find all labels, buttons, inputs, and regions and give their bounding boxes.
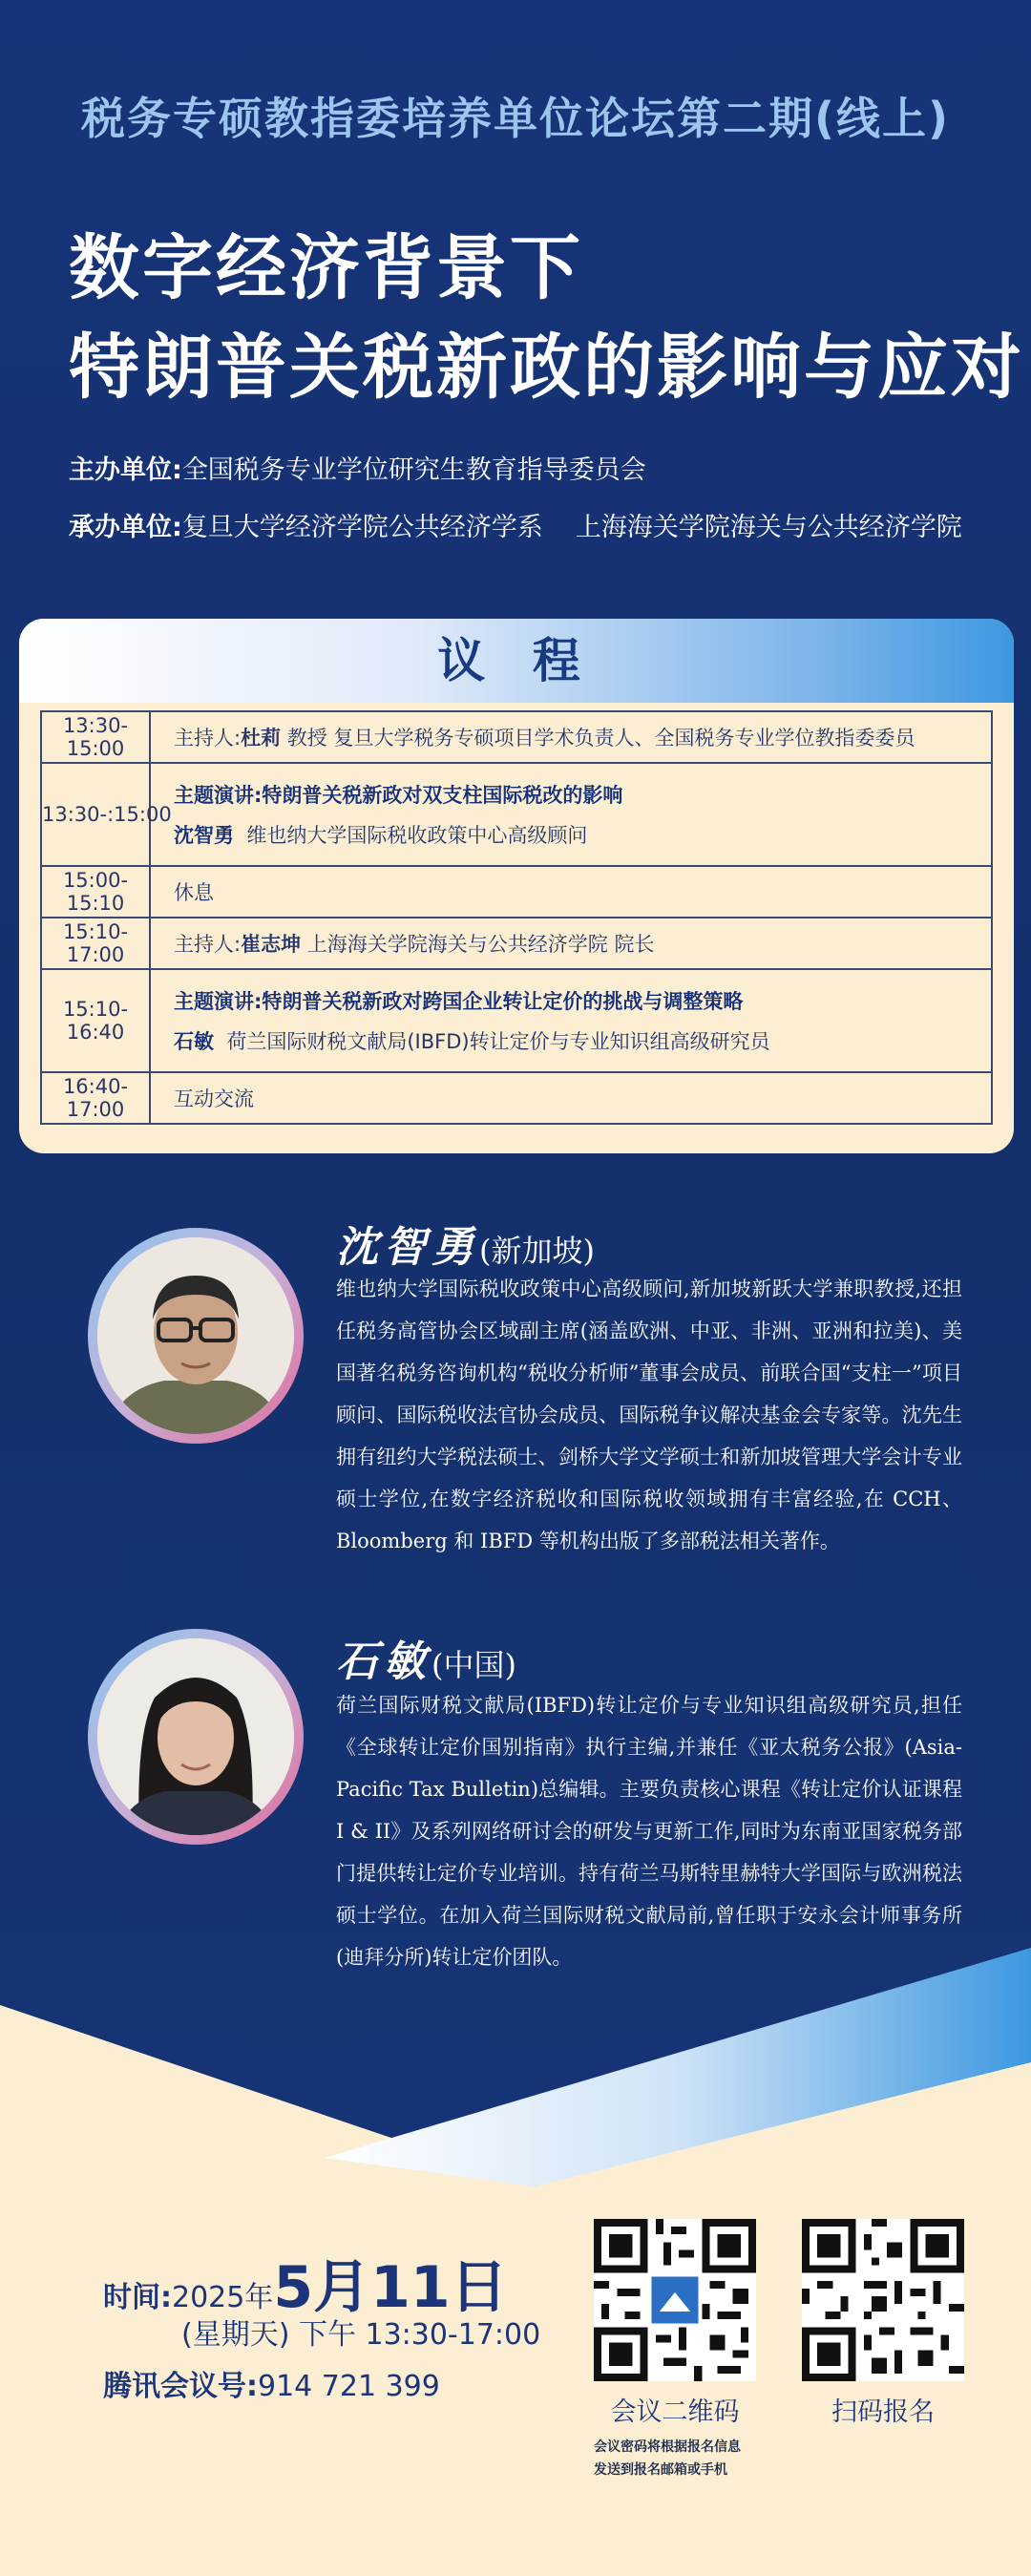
agenda-title: 议 程 (437, 633, 596, 688)
forum-title: 税务专硕教指委培养单位论坛第二期(线上) (80, 93, 951, 144)
speaker-name-heading: 石敏(中国) (336, 1637, 516, 1686)
speaker-photo-man (97, 1237, 294, 1434)
speaker-photo-ring (88, 1629, 304, 1845)
agenda-row (41, 969, 992, 1072)
speech-title: 主题演讲:特朗普关税新政对双支柱国际税改的影响 (174, 784, 623, 807)
speaker-name: 石敏 (174, 1030, 214, 1053)
agenda-card (19, 619, 1014, 1153)
registration-qr-code[interactable] (802, 2219, 964, 2381)
agenda-content: 主题演讲:特朗普关税新政对双支柱国际税改的影响 沈智勇 维也纳大学国际税收政策中心高级顾问 (150, 763, 992, 866)
host-label: 主办单位: (69, 455, 182, 485)
agenda-content: 休息 (150, 866, 992, 918)
meeting-label: 腾讯会议号: (103, 2370, 258, 2403)
meeting-number (103, 2362, 440, 2404)
co-organizer (69, 506, 962, 543)
host-name: 全国税务专业学位研究生教育指导委员会 (181, 455, 646, 485)
speaker-photo-ring (88, 1228, 304, 1444)
agenda-time: 13:30-15:00 (41, 711, 150, 763)
speech-title: 主题演讲:特朗普关税新政对跨国企业转让定价的挑战与调整策略 (174, 990, 744, 1013)
co-name-2: 上海海关学院海关与公共经济学院 (575, 513, 962, 542)
speaker-bio: 维也纳大学国际税收政策中心高级顾问,新加坡新跃大学兼职教授,还担任税务高管协会区域副主席(涵盖欧洲、中亚、非洲、亚洲和拉美)、美国著名税务咨询机构“税收分析师”董事会成员、前联合国“支柱一”项目顾问、国际税收法官协会成员、国际税争议解决基金会专家等。沈先生拥有纽约大学税法硕士、剑桥大学文学硕士和新加坡管理大学会计专业硕士学位,在数字经济税收和国际税收领域拥有丰富经验,在 CCH、Bloomberg 和 IBFD 等机构出版了多部税法相关著作。 (336, 1277, 962, 1552)
agenda-table (40, 710, 993, 1125)
password-note-line1: 会议密码将根据报名信息 (594, 2439, 741, 2455)
speaker-photo-woman (97, 1638, 294, 1835)
event-date: 5月11日 (273, 2254, 508, 2321)
agenda-row (41, 866, 992, 918)
agenda-content: 主持人:崔志坤 上海海关学院海关与公共经济学院 院长 (150, 918, 992, 969)
meeting-qr-label: 会议二维码 (610, 2397, 740, 2427)
meeting-qr-code[interactable] (594, 2219, 756, 2381)
moderator-name: 杜莉 (241, 727, 282, 750)
agenda-content: 主持人:杜莉 教授 复旦大学税务专硕项目学术负责人、全国税务专业学位教指委委员 (150, 711, 992, 763)
event-weekday-time: (星期天) 下午 13:30-17:00 (181, 2318, 541, 2352)
agenda-time: 15:00-15:10 (41, 866, 150, 918)
main-title-line1: 数字经济背景下 (69, 227, 583, 309)
moderator-name: 崔志坤 (241, 933, 302, 956)
password-note-line2: 发送到报名邮箱或手机 (594, 2462, 727, 2478)
agenda-row (41, 1072, 992, 1124)
agenda-row (41, 763, 992, 866)
time-label: 时间: (103, 2281, 172, 2314)
meeting-id: 914 721 399 (258, 2370, 440, 2403)
registration-qr-label: 扫码报名 (831, 2397, 935, 2427)
agenda-time: 15:10-16:40 (41, 969, 150, 1072)
co-name-1: 复旦大学经济学院公共经济学系 (181, 513, 543, 542)
speaker-bio: 荷兰国际财税文献局(IBFD)转让定价与专业知识组高级研究员,担任《全球转让定价国别指南》执行主编,并兼任《亚太税务公报》(Asia-Pacific Tax Bulletin)总编辑。主要负责核心课程《转让定价认证课程 I & II》及系列网络研讨会的研发与更新工作,同时为东南亚国家税务部门提供转让定价专业培训。持有荷兰马斯特里赫特大学国际与欧洲税法硕士学位。在加入荷兰国际财税文献局前,曾任职于安永会计师事务所(迪拜分所)转让定价团队。 (336, 1694, 962, 1969)
co-label: 承办单位: (69, 513, 182, 542)
agenda-row (41, 711, 992, 763)
agenda-time: 13:30-:15:00 (41, 763, 150, 866)
main-title-line2: 特朗普关税新政的影响与应对 (69, 327, 1024, 409)
agenda-content: 主题演讲:特朗普关税新政对跨国企业转让定价的挑战与调整策略 石敏 荷兰国际财税文献局(IBFD)转让定价与专业知识组高级研究员 (150, 969, 992, 1072)
agenda-time: 15:10-17:00 (41, 918, 150, 969)
speaker-name-heading: 沈智勇(新加坡) (336, 1223, 595, 1272)
event-year: 2025年 (172, 2281, 274, 2314)
agenda-row (41, 918, 992, 969)
agenda-time: 16:40-17:00 (41, 1072, 150, 1124)
speaker-name: 沈智勇 (174, 824, 234, 847)
agenda-content: 互动交流 (150, 1072, 992, 1124)
host-organizer (69, 449, 646, 486)
